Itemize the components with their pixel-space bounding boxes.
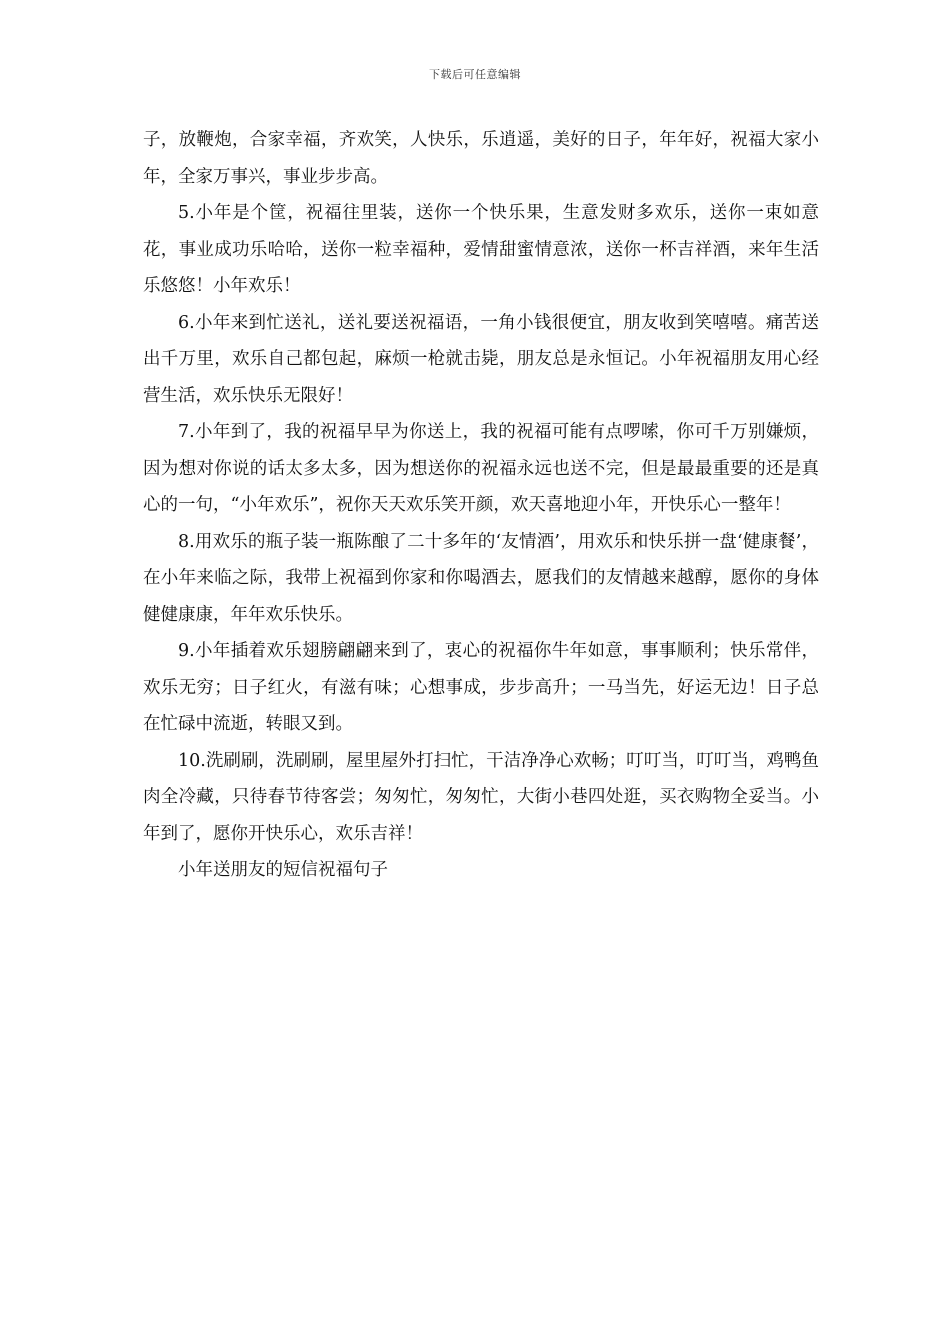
paragraph-continuation: 子，放鞭炮，合家幸福，齐欢笑，人快乐，乐逍遥，美好的日子，年年好，祝福大家小年，全家万事兴，事业步步高。	[143, 130, 819, 187]
paragraph-item-9: 9.小年插着欢乐翅膀翩翩来到了，衷心的祝福你牛年如意，事事顺利；快乐常伴，欢乐无穷；日子红火，有滋有味；心想事成，步步高升；一马当先，好运无边！日子总在忙碌中流逝，转眼又到。	[143, 641, 819, 734]
paragraph-item-8: 8.用欢乐的瓶子装一瓶陈酿了二十多年的‘友情酒’，用欢乐和快乐拼一盘‘健康餐’，在小年来临之际，我带上祝福到你家和你喝酒去，愿我们的友情越来越醇，愿你的身体健健康康，年年欢乐快乐。	[143, 531, 819, 625]
document-body	[143, 122, 819, 889]
paragraph-item-5: 5.小年是个筐，祝福往里装，送你一个快乐果，生意发财多欢乐，送你一束如意花，事业成功乐哈哈，送你一粒幸福种，爱情甜蜜情意浓，送你一杯吉祥酒，来年生活乐悠悠！小年欢乐！	[143, 203, 819, 296]
paragraph-item-10: 10.洗刷刷，洗刷刷，屋里屋外打扫忙，干洁净净心欢畅；叮叮当，叮叮当，鸡鸭鱼肉全冷藏，只待春节待客尝；匆匆忙，匆匆忙，大街小巷四处逛，买衣购物全妥当。小年到了，愿你开快乐心，欢乐吉祥！	[143, 750, 819, 844]
paragraph-item-7: 7.小年到了，我的祝福早早为你送上，我的祝福可能有点啰嗦，你可千万别嫌烦，因为想对你说的话太多太多，因为想送你的祝福永远也送不完，但是最最重要的还是真心的一句，“小年欢乐”，祝你天天欢乐笑开颜，欢天喜地迎小年，开快乐心一整年！	[143, 422, 819, 515]
paragraph-item-6: 6.小年来到忙送礼，送礼要送祝福语，一角小钱很便宜，朋友收到笑嘻嘻。痛苦送出千万里，欢乐自己都包起，麻烦一枪就击毙，朋友总是永恒记。小年祝福朋友用心经营生活，欢乐快乐无限好！	[143, 312, 819, 406]
page-header-note: 下载后可任意编辑	[429, 68, 521, 81]
section-heading: 小年送朋友的短信祝福句子	[178, 860, 388, 880]
